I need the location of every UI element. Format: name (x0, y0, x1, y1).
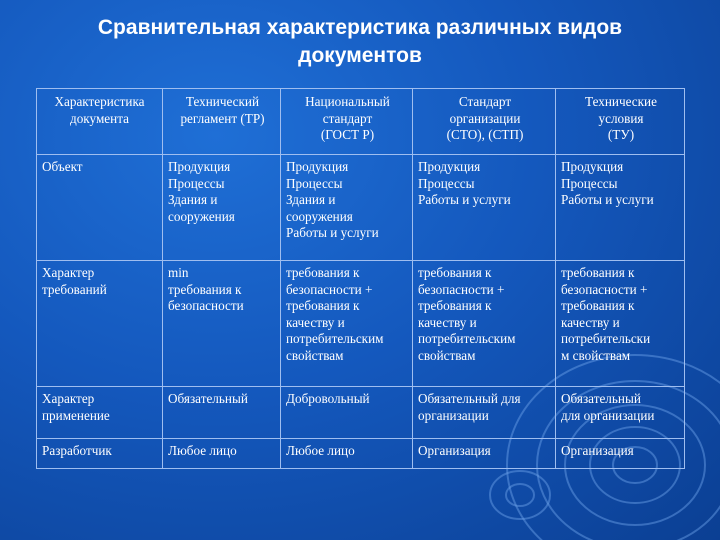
table-cell: требования к безопасности + требования к качеству и потребительским свойствам (413, 261, 556, 387)
table-cell: Объект (37, 155, 163, 261)
table-cell: Продукция Процессы Здания и сооружения Работы и услуги (281, 155, 413, 261)
header-technical-conditions: Технические условия (ТУ) (556, 89, 685, 155)
table-cell: Добровольный (281, 387, 413, 439)
table-row-object (37, 155, 685, 261)
table-cell: требования к безопасности + требования к качеству и потребительским свойствам (281, 261, 413, 387)
table-cell: Обязательный для организации (413, 387, 556, 439)
header-technical-regulation: Технический регламент (ТР) (163, 89, 281, 155)
table-row-requirements (37, 261, 685, 387)
table-cell: требования к безопасности + требования к качеству и потребительски м свойствам (556, 261, 685, 387)
header-organization-standard: Стандарт организации (СТО), (СТП) (413, 89, 556, 155)
slide-title-line: документов (298, 44, 422, 67)
table-row-developer (37, 439, 685, 469)
table-cell: Продукция Процессы Работы и услуги (556, 155, 685, 261)
table-cell: Обязательный (163, 387, 281, 439)
table-cell: Характер требований (37, 261, 163, 387)
table-row-application (37, 387, 685, 439)
header-national-standard: Национальный стандарт (ГОСТ Р) (281, 89, 413, 155)
table-cell: Любое лицо (163, 439, 281, 469)
comparison-table (36, 88, 685, 469)
slide-title (40, 14, 680, 70)
table-cell: Организация (413, 439, 556, 469)
header-characteristic: Характеристика документа (37, 89, 163, 155)
table-header-row (37, 89, 685, 155)
table-cell: Разработчик (37, 439, 163, 469)
table-cell: Характер применение (37, 387, 163, 439)
table-cell: Любое лицо (281, 439, 413, 469)
table-cell: Обязательный для организации (556, 387, 685, 439)
table-cell: Продукция Процессы Здания и сооружения (163, 155, 281, 261)
table-cell: Организация (556, 439, 685, 469)
table-cell: min требования к безопасности (163, 261, 281, 387)
table-cell: Продукция Процессы Работы и услуги (413, 155, 556, 261)
slide-title-line: Сравнительная характеристика различных видов (97, 16, 623, 39)
